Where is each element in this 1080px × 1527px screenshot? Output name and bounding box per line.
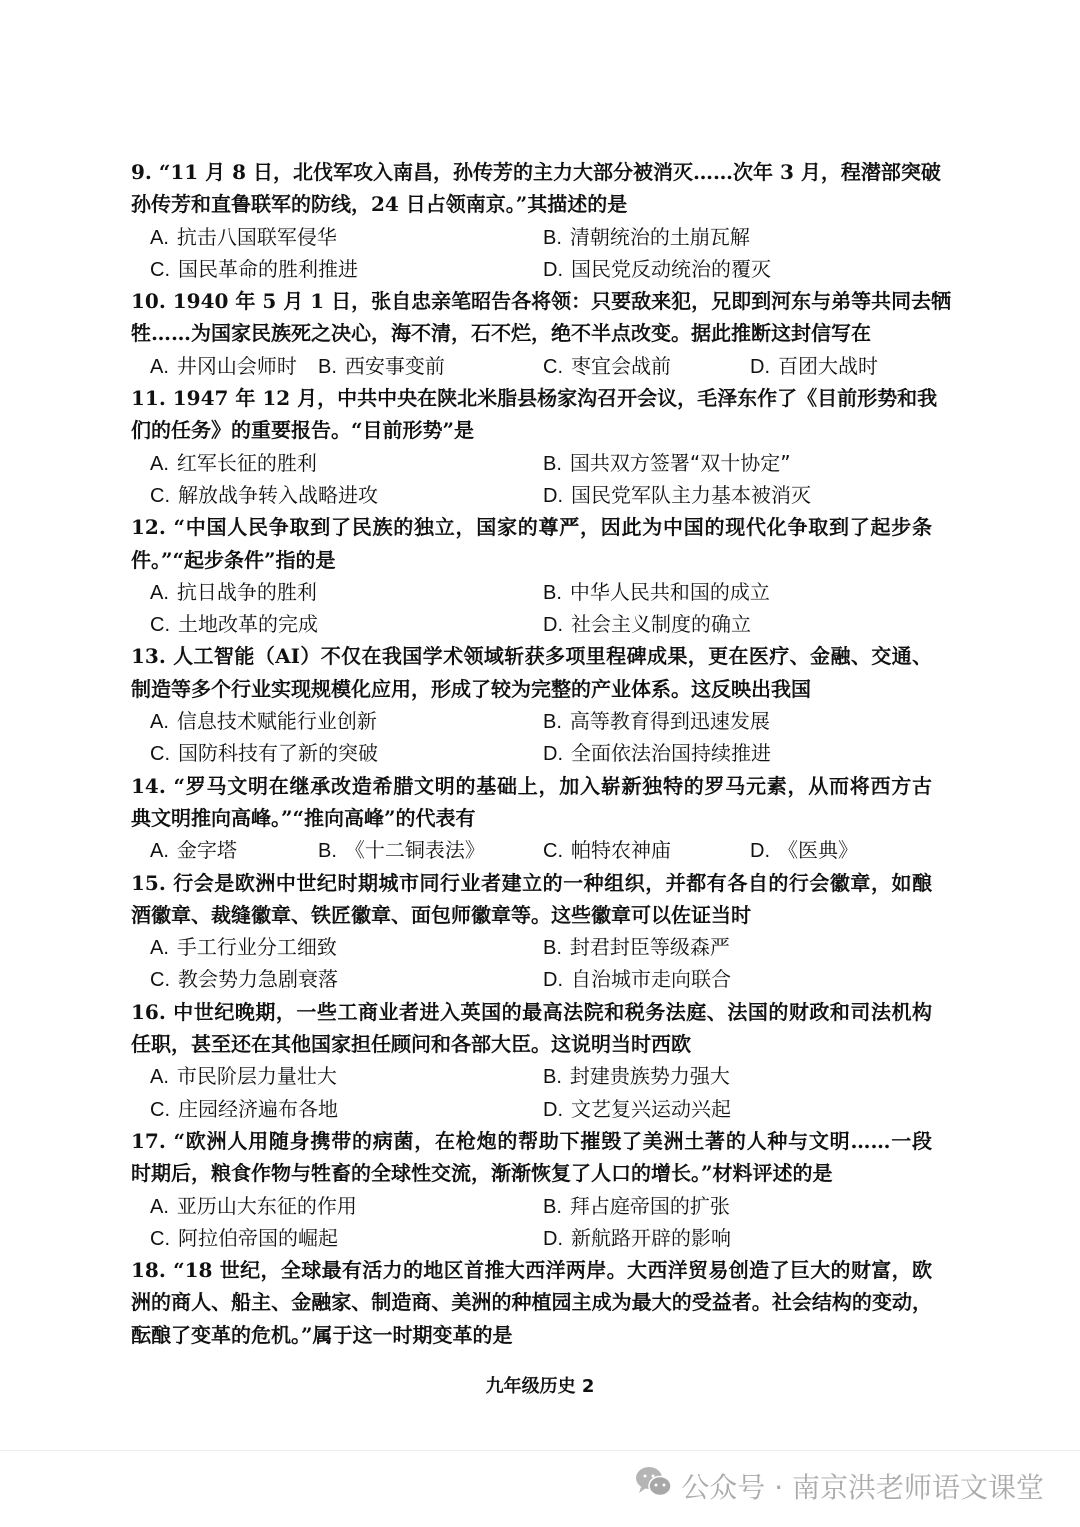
question-stem-line: [131, 414, 932, 446]
question-stem-text: “中国人民争取到了民族的独立，国家的尊严，因此为中国的现代化争取到了起步条: [173, 515, 932, 540]
watermark: [635, 1465, 1044, 1506]
question-stem-line: [131, 1157, 932, 1189]
question-stem-text: 孙传芳和直鲁联军的防线，24 日占领南京。”其描述的是: [131, 192, 628, 217]
option-a[interactable]: [150, 1190, 357, 1223]
option-d[interactable]: [543, 608, 751, 641]
option-label: A.: [150, 226, 169, 249]
question-9: [131, 156, 941, 285]
option-a[interactable]: [150, 931, 337, 964]
question-number: 16.: [131, 999, 166, 1024]
question-stem-text: “罗马文明在继承改造希腊文明的基础上，加入崭新独特的罗马元素，从而将西方古: [173, 773, 932, 798]
option-label: B.: [543, 1195, 562, 1218]
option-text: 社会主义制度的确立: [571, 612, 751, 637]
options-row: [131, 737, 932, 769]
option-text: 《十二铜表法》: [344, 838, 485, 863]
option-b[interactable]: [543, 705, 770, 738]
option-label: D.: [543, 1098, 563, 1121]
options-row: [131, 576, 932, 608]
option-label: A.: [150, 452, 169, 475]
option-label: A.: [150, 711, 169, 734]
option-label: B.: [543, 1066, 562, 1089]
option-c[interactable]: [150, 1093, 338, 1126]
option-text: 解放战争转入战略进攻: [178, 482, 378, 507]
question-stem-line: [131, 1254, 932, 1286]
question-stem-line: [131, 640, 932, 672]
option-text: 土地改革的完成: [178, 612, 318, 637]
question-stem-text: “18 世纪，全球最有活力的地区首推大西洋两岸。大西洋贸易创造了巨大的财富，欧: [173, 1258, 932, 1283]
options-row: [131, 963, 932, 995]
option-c[interactable]: [150, 479, 378, 512]
question-stem-line: [131, 673, 932, 705]
option-c[interactable]: [150, 608, 318, 641]
question-10: [131, 285, 952, 382]
option-text: 高等教育得到迅速发展: [569, 709, 770, 734]
option-label: D.: [543, 969, 563, 992]
option-text: 自治城市走向联合: [571, 967, 731, 992]
option-text: 教会势力急剧衰落: [178, 967, 338, 992]
option-text: 抗日战争的胜利: [176, 579, 317, 604]
options-row: [131, 447, 932, 479]
question-12: [131, 511, 932, 640]
question-stem-text: 中世纪晚期，一些工商业者进入英国的最高法院和税务法庭、法国的财政和司法机构: [173, 999, 932, 1024]
option-label: D.: [750, 355, 770, 378]
option-c[interactable]: [543, 350, 671, 383]
option-text: 亚历山大东征的作用: [176, 1193, 357, 1218]
question-stem-line: [131, 1028, 932, 1060]
option-d[interactable]: [543, 479, 811, 512]
question-stem-line: [131, 188, 932, 220]
question-number: 15.: [131, 870, 166, 895]
option-text: 拜占庭帝国的扩张: [569, 1193, 730, 1218]
question-number: 13.: [131, 644, 166, 669]
option-label: C.: [150, 743, 170, 766]
option-label: C.: [543, 355, 563, 378]
option-a[interactable]: [150, 705, 377, 738]
option-text: 西安事变前: [344, 353, 445, 378]
option-d[interactable]: [543, 737, 771, 770]
option-text: 国民革命的胜利推进: [178, 256, 358, 281]
option-d[interactable]: [750, 350, 878, 383]
question-stem-text: 们的任务》的重要报告。“目前形势”是: [131, 418, 475, 443]
question-stem-text: 人工智能（AI）不仅在我国学术领域斩获多项里程碑成果，更在医疗、金融、交通、: [173, 644, 933, 669]
options-row: [131, 705, 932, 737]
question-stem-line: [131, 285, 952, 317]
question-stem-line: [131, 1319, 932, 1351]
question-number: 17.: [131, 1128, 166, 1153]
option-text: 市民阶层力量壮大: [176, 1064, 337, 1089]
options-row: [131, 834, 932, 866]
option-text: 手工行业分工细致: [176, 935, 337, 960]
option-b[interactable]: [543, 1060, 730, 1093]
option-text: 中华人民共和国的成立: [569, 579, 770, 604]
option-label: A.: [150, 581, 169, 604]
option-label: D.: [543, 258, 563, 281]
option-a[interactable]: [150, 447, 317, 480]
watermark-text: 公众号 · 南京洪老师语文课堂: [681, 1470, 1044, 1504]
option-label: C.: [150, 1098, 170, 1121]
option-text: 井冈山会师时: [176, 353, 297, 378]
option-label: A.: [150, 840, 169, 863]
question-14: [131, 770, 932, 867]
question-11: [131, 382, 938, 511]
option-text: 百团大战时: [778, 353, 878, 378]
options-row: [131, 1222, 932, 1254]
options-row: [131, 1093, 932, 1125]
question-stem-line: [131, 511, 932, 543]
question-stem-text: 行会是欧洲中世纪时期城市同行业者建立的一种组织，并都有各自的行会徽章，如酿: [173, 870, 932, 895]
option-c[interactable]: [150, 253, 358, 286]
option-a[interactable]: [150, 834, 237, 867]
option-label: B.: [543, 226, 562, 249]
question-17: [131, 1125, 932, 1254]
option-c[interactable]: [150, 737, 378, 770]
question-stem-text: 典文明推向高峰。”“推向高峰”的代表有: [131, 805, 476, 830]
option-label: B.: [543, 937, 562, 960]
question-number: 14.: [131, 773, 166, 798]
question-stem-line: [131, 802, 932, 834]
question-13: [131, 640, 932, 769]
question-stem-line: [131, 867, 932, 899]
options-row: [131, 931, 932, 963]
option-c[interactable]: [150, 1222, 338, 1255]
option-label: B.: [543, 452, 562, 475]
page-footer-label: 九年级历史 2: [485, 1376, 595, 1397]
option-b[interactable]: [543, 1190, 730, 1223]
option-text: 庄园经济遍布各地: [178, 1096, 338, 1121]
option-a[interactable]: [150, 221, 337, 254]
option-label: B.: [543, 581, 562, 604]
question-stem-text: 洲的商人、船主、金融家、制造商、美洲的种植园主成为最大的受益者。社会结构的变动，: [131, 1290, 932, 1315]
option-label: C.: [543, 840, 563, 863]
question-16: [131, 996, 932, 1125]
option-text: 金字塔: [176, 838, 237, 863]
option-label: B.: [318, 355, 337, 378]
options-row: [131, 608, 932, 640]
question-stem-line: [131, 1286, 932, 1318]
option-text: 封建贵族势力强大: [569, 1064, 730, 1089]
question-number: 9.: [131, 160, 152, 184]
question-stem-text: 制造等多个行业实现规模化应用，形成了较为完整的产业体系。这反映出我国: [131, 676, 811, 701]
divider: [0, 1450, 1080, 1451]
option-text: 全面依法治国持续推进: [571, 741, 771, 766]
question-stem-text: “11 月 8 日，北伐军攻入南昌，孙传芳的主力大部分被消灭……次年 3 月，程潜部突破: [158, 160, 941, 184]
option-a[interactable]: [150, 350, 297, 383]
option-text: 帕特农神庙: [571, 838, 671, 863]
option-text: 抗击八国联军侵华: [176, 224, 337, 249]
option-text: 枣宜会战前: [571, 353, 671, 378]
option-text: 新航路开辟的影响: [571, 1225, 731, 1250]
question-number: 10.: [131, 289, 166, 314]
option-text: 阿拉伯帝国的崛起: [178, 1225, 338, 1250]
option-label: D.: [750, 840, 770, 863]
options-row: [131, 350, 932, 382]
question-18: [131, 1254, 932, 1351]
options-row: [131, 253, 932, 285]
option-label: D.: [543, 1227, 563, 1250]
option-label: B.: [543, 711, 562, 734]
option-b[interactable]: [543, 221, 750, 254]
option-label: D.: [543, 484, 563, 507]
option-d[interactable]: [543, 1093, 731, 1126]
option-b[interactable]: [543, 931, 730, 964]
option-label: C.: [150, 484, 170, 507]
option-b[interactable]: [543, 576, 770, 609]
question-stem-text: 酝酿了变革的危机。”属于这一时期变革的是: [131, 1322, 513, 1347]
option-d[interactable]: [543, 1222, 731, 1255]
option-label: D.: [543, 743, 563, 766]
question-stem-line: [131, 544, 932, 576]
question-stem-line: [131, 1125, 932, 1157]
option-text: 封君封臣等级森严: [569, 935, 730, 960]
option-b[interactable]: [318, 350, 445, 383]
question-stem-line: [131, 382, 938, 414]
option-c[interactable]: [543, 834, 671, 867]
question-number: 12.: [131, 515, 166, 540]
question-stem-text: “欧洲人用随身携带的病菌，在枪炮的帮助下摧毁了美洲土著的人种与文明……一段: [173, 1128, 932, 1153]
option-d[interactable]: [543, 253, 771, 286]
question-number: 18.: [131, 1258, 166, 1283]
option-text: 国防科技有了新的突破: [178, 741, 378, 766]
option-b[interactable]: [543, 447, 791, 480]
exam-page: [131, 156, 952, 1351]
option-d[interactable]: [543, 963, 731, 996]
option-text: 国民党军队主力基本被消灭: [571, 482, 811, 507]
option-a[interactable]: [150, 576, 317, 609]
question-stem-text: 任职，甚至还在其他国家担任顾问和各部大臣。这说明当时西欧: [131, 1032, 691, 1057]
question-stem-text: 1940 年 5 月 1 日，张自忠亲笔昭告各将领：只要敌来犯，兄即到河东与弟等共同去牺: [172, 289, 952, 314]
option-text: 文艺复兴运动兴起: [571, 1096, 731, 1121]
option-text: 《医典》: [778, 838, 858, 863]
question-stem-line: [131, 317, 932, 349]
option-text: 红军长征的胜利: [176, 450, 317, 475]
question-stem-line: [131, 899, 932, 931]
option-label: B.: [318, 840, 337, 863]
option-label: C.: [150, 258, 170, 281]
option-label: C.: [150, 969, 170, 992]
option-text: 信息技术赋能行业创新: [176, 709, 377, 734]
question-stem-line: [131, 996, 932, 1028]
option-a[interactable]: [150, 1060, 337, 1093]
question-stem-text: 1947 年 12 月，中共中央在陕北米脂县杨家沟召开会议，毛泽东作了《目前形势和我: [172, 386, 938, 411]
option-label: C.: [150, 1227, 170, 1250]
option-b[interactable]: [318, 834, 485, 867]
question-stem-text: 牲……为国家民族死之决心，海不清，石不烂，绝不半点改变。据此推断这封信写在: [131, 321, 871, 346]
options-row: [131, 221, 932, 253]
wechat-icon: [635, 1465, 673, 1506]
option-label: A.: [150, 937, 169, 960]
option-label: A.: [150, 1195, 169, 1218]
question-number: 11.: [131, 386, 166, 411]
question-stem-text: 酒徽章、裁缝徽章、铁匠徽章、面包师徽章等。这些徽章可以佐证当时: [131, 902, 751, 927]
option-label: C.: [150, 614, 170, 637]
option-c[interactable]: [150, 963, 338, 996]
option-d[interactable]: [750, 834, 858, 867]
question-stem-text: 件。”“起步条件”指的是: [131, 547, 336, 572]
option-text: 清朝统治的土崩瓦解: [569, 224, 750, 249]
options-row: [131, 1060, 932, 1092]
question-stem-line: [131, 770, 932, 802]
option-label: A.: [150, 355, 169, 378]
option-text: 国共双方签署“双十协定”: [569, 450, 791, 475]
question-15: [131, 867, 932, 996]
option-label: D.: [543, 614, 563, 637]
question-stem-text: 时期后，粮食作物与牲畜的全球性交流，渐渐恢复了人口的增长。”材料评述的是: [131, 1161, 833, 1186]
options-row: [131, 1190, 932, 1222]
question-stem-line: [131, 156, 941, 188]
option-label: A.: [150, 1066, 169, 1089]
options-row: [131, 479, 932, 511]
option-text: 国民党反动统治的覆灭: [571, 256, 771, 281]
